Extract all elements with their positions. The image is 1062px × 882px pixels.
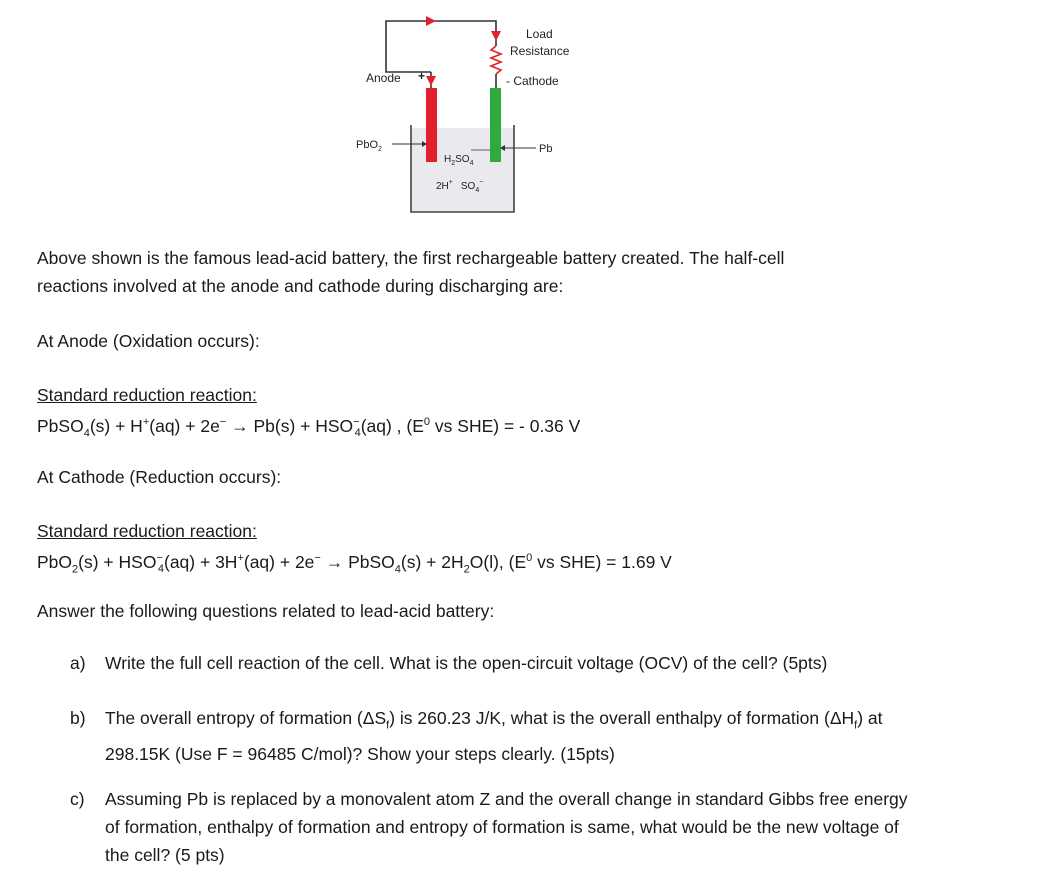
question-b-label: b) [70,708,86,728]
current-arrow-icon [426,76,436,86]
question-c-text: Assuming Pb is replaced by a monovalent atom Z and the overall change in standard Gibbs free energy of formation, enthalpy of formation and entropy of formation is same, what would be the new voltage of the cell? (5 pts) [105,789,908,865]
anode-label: Anode [366,71,401,85]
anode-heading: At Anode (Oxidation occurs): [37,331,260,351]
anode-reaction: PbSO$_4$(s) + $H^+(aq) + 2e^- \to Pb(s) + HSO^-_4(aq)$ , ($E^0$ vs SHE) = - 0.36 V [37,415,581,440]
questions-prompt: Answer the following questions related to lead-acid battery: [37,601,495,621]
pb-label: Pb [539,143,553,155]
current-arrow-icon [491,31,501,41]
circuit-wire [386,21,496,72]
question-a-text: Write the full cell reaction of the cell. What is the open-circuit voltage (OCV) of the cell? (5pts) [105,653,828,673]
question-c-label: c) [70,789,85,809]
cathode-electrode [490,88,501,162]
question-a-label: a) [70,653,86,673]
question-a [70,649,925,677]
cathode-subheading: Standard reduction reaction: [37,521,257,541]
cathode-label: - Cathode [506,74,559,88]
question-c [70,785,925,869]
anode-subheading: Standard reduction reaction: [37,385,257,405]
current-arrow-icon [426,16,436,26]
cathode-heading: At Cathode (Reduction occurs): [37,467,282,487]
intro-line-1: Above shown is the famous lead-acid battery, the first rechargeable battery created. The half-cell [37,248,785,268]
load-label: Load [526,27,553,41]
anode-plus-sign: + [418,69,426,83]
ions-label: 2H+ $SO_4^-$ [436,179,484,194]
load-resistor [491,46,501,74]
question-b-text: The overall entropy of formation $(\Delta S_f)$ is 260.23 J/K, what is the overall enthalpy of formation $(\Delta H_f)$ at 298.15K (Use F = 96485 C/mol)? Show your steps clearly. (15pts) [105,708,883,764]
pbo2-label: PbO$_2$ [356,139,382,153]
resistance-label: Resistance [510,44,570,58]
cathode-reaction: $PbO_2(s) + HSO^-_4(aq) + 3H^+(aq) + 2e^-$ → PbSO$_4$(s) + $2H_2O(l)$, ($E^0$ vs SHE) = 1.69 V [37,551,672,576]
intro-line-2: reactions involved at the anode and cathode during discharging are: [37,276,564,296]
electrolyte-label: $H_2SO_4$ [444,154,474,167]
question-b [70,704,925,768]
anode-electrode [426,88,437,162]
lead-acid-battery-diagram [340,0,600,225]
